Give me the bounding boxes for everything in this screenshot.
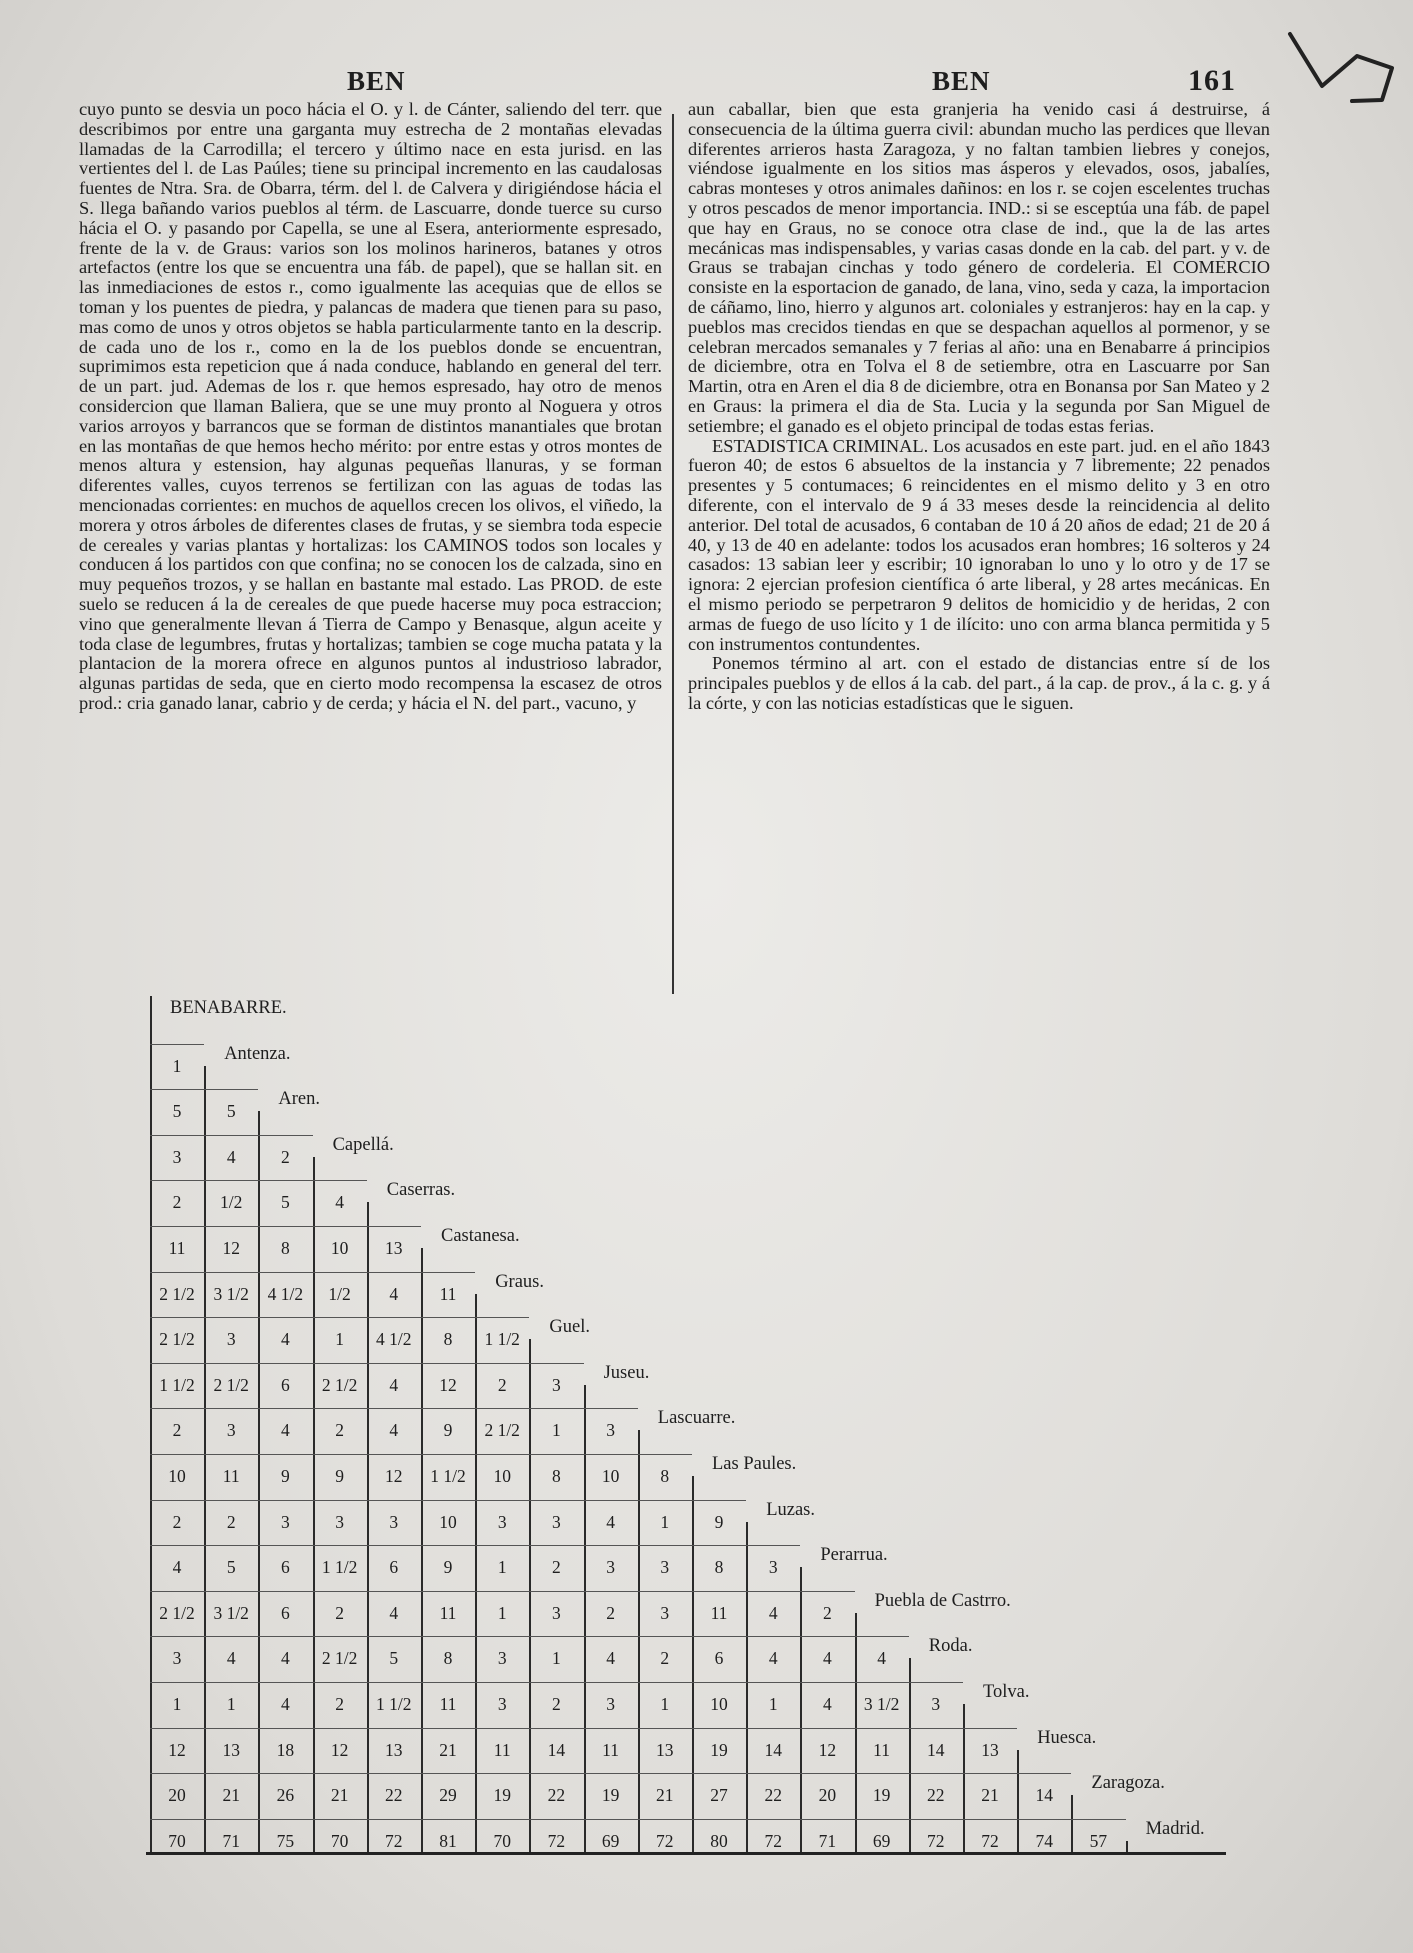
distance-cell: 75 — [276, 1830, 295, 1851]
distance-cell: 1/2 — [328, 1283, 351, 1304]
distance-cell: 1 1/2 — [484, 1329, 520, 1350]
distance-cell: 29 — [439, 1785, 457, 1806]
distance-cell: 10 — [601, 1466, 620, 1486]
distance-cell: 3 1/2 — [213, 1283, 249, 1304]
distance-cell: 2 — [172, 1192, 182, 1213]
distance-cell: 5 — [281, 1192, 290, 1213]
distance-cell: 4 — [606, 1648, 615, 1669]
place-name: BENABARRE. — [170, 998, 287, 1018]
place-name: Aren. — [278, 1089, 320, 1110]
table-vertical-rule — [1126, 1841, 1128, 1853]
distance-cell: 8 — [281, 1238, 290, 1258]
distance-cell: 5 — [389, 1648, 399, 1669]
place-name: Antenza. — [224, 1043, 291, 1064]
distance-cell: 1 — [335, 1329, 344, 1350]
place-name: Perarrua. — [820, 1545, 888, 1566]
distance-cell: 12 — [330, 1739, 349, 1760]
distance-cell: 9 — [443, 1420, 453, 1441]
table-vertical-rule — [800, 1567, 802, 1852]
distance-cell: 13 — [385, 1739, 403, 1760]
distance-cell: 12 — [818, 1739, 837, 1760]
table-vertical-rule — [909, 1658, 911, 1852]
distance-cell: 14 — [764, 1739, 782, 1760]
table-row-rule — [150, 1180, 367, 1181]
distance-cell: 22 — [764, 1785, 782, 1806]
left-column — [79, 100, 662, 714]
distance-cell: 1 1/2 — [376, 1694, 412, 1714]
table-row-rule — [150, 1044, 204, 1045]
place-name: Puebla de Castrro. — [874, 1590, 1011, 1611]
distance-cell: 72 — [764, 1830, 782, 1851]
distance-cell: 72 — [547, 1830, 566, 1851]
distance-cell: 2 — [335, 1420, 344, 1441]
distance-cell: 3 1/2 — [213, 1602, 249, 1623]
distance-cell: 22 — [927, 1785, 945, 1806]
distance-cell: 18 — [276, 1739, 295, 1760]
table-vertical-rule — [963, 1704, 965, 1852]
distance-cell: 6 — [281, 1602, 290, 1623]
distance-cell: 11 — [439, 1694, 457, 1714]
table-row-rule — [150, 1591, 855, 1592]
distance-table — [150, 996, 1225, 1851]
distance-cell: 2 — [823, 1602, 832, 1623]
distance-cell: 3 — [552, 1374, 561, 1395]
distance-cell: 72 — [981, 1830, 999, 1851]
distance-cell: 21 — [981, 1785, 999, 1806]
distance-cell: 4 — [389, 1602, 399, 1623]
distance-cell: 6 — [389, 1557, 399, 1578]
closing-paragraph: Ponemos término al art. con el estado de distancias entre sí de los principales pueblos y de ellos á la cab. del part., á la cap. de prov., á la c. g. y á la córte, y con las noticias estadísticas que le siguen. — [688, 653, 1270, 713]
table-vertical-rule — [150, 996, 152, 1852]
place-name: Madrid. — [1145, 1818, 1205, 1839]
distance-cell: 9 — [443, 1557, 453, 1578]
table-row-rule — [150, 1500, 746, 1501]
crime-statistics-paragraph: ESTADISTICA CRIMINAL. Los acusados en este part. jud. en el año 1843 fueron 40; de estos 6 absueltos de la instancia y 7 libremente; 22 penados presentes y 5 contumaces; 6 reincidentes en el mismo delito y 3 en otro diferente, con el intervalo de 9 á 33 meses desde la reincidencia al delito anterior. Del total de acusados, 6 contaban de 10 á 20 años de edad; 21 de 20 á 40, y 13 de 40 en adelante: todos los acusados eran hombres; 16 solteros y 24 casados: 13 sabian leer y escribir; 10 ignoraban lo uno y lo otro y de 17 se ignora: 2 ejercian profesion científica ó arte liberal, y 28 artes mecánicas. En el mismo periodo se perpetraron 9 delitos de homicidio y de heridas, 2 con armas de fuego de uso lícito y 1 de ilícito: uno con arma blanca permitida y 5 con instrumentos contundentes. — [688, 435, 1270, 654]
distance-cell: 72 — [927, 1830, 945, 1851]
distance-cell: 9 — [281, 1466, 290, 1486]
distance-cell: 2 — [335, 1602, 344, 1623]
distance-cell: 11 — [710, 1602, 728, 1623]
distance-cell: 12 — [168, 1739, 186, 1760]
table-vertical-rule — [638, 1430, 640, 1852]
table-vertical-rule — [367, 1202, 369, 1852]
distance-cell: 71 — [222, 1830, 240, 1851]
table-row-rule — [150, 1408, 638, 1409]
table-vertical-rule — [475, 1294, 477, 1853]
distance-cell: 3 — [497, 1511, 507, 1532]
distance-cell: 26 — [276, 1785, 295, 1806]
table-vertical-rule — [421, 1248, 423, 1852]
place-name: Las Paules. — [712, 1454, 797, 1474]
distance-cell: 5 — [226, 1557, 236, 1578]
distance-cell: 4 — [768, 1602, 778, 1623]
distance-cell: 57 — [1089, 1830, 1108, 1851]
table-row-rule — [150, 1454, 692, 1455]
distance-cell: 6 — [281, 1374, 290, 1395]
distance-cell: 3 — [335, 1511, 344, 1532]
distance-cell: 3 — [497, 1694, 507, 1714]
distance-cell: 3 — [768, 1557, 778, 1578]
distance-cell: 81 — [439, 1830, 457, 1851]
distance-cell: 9 — [714, 1511, 724, 1532]
column-divider — [672, 114, 674, 994]
place-name: Caserras. — [386, 1180, 456, 1201]
distance-cell: 4 — [281, 1420, 290, 1441]
distance-cell: 2 1/2 — [159, 1602, 195, 1623]
distance-cell: 19 — [710, 1739, 728, 1760]
distance-cell: 13 — [981, 1739, 999, 1760]
distance-cell: 72 — [656, 1830, 674, 1851]
distance-cell: 1 1/2 — [321, 1557, 358, 1578]
distance-cell: 10 — [330, 1238, 349, 1258]
distance-cell: 1 — [172, 1055, 182, 1076]
pencil-mark-icon — [1282, 26, 1402, 126]
distance-cell: 14 — [1035, 1785, 1053, 1806]
distance-cell: 20 — [168, 1785, 186, 1806]
distance-cell: 8 — [552, 1466, 561, 1486]
distance-cell: 27 — [710, 1785, 728, 1806]
distance-cell: 2 — [606, 1602, 615, 1623]
distance-cell: 1 — [660, 1694, 670, 1714]
distance-cell: 69 — [601, 1830, 620, 1851]
header-center: BEN — [932, 66, 991, 96]
table-row-rule — [150, 1682, 963, 1683]
distance-cell: 1 1/2 — [159, 1374, 195, 1395]
commerce-paragraph: aun caballar, bien que esta granjeria ha venido casi á destruirse, á consecuencia de la última guerra civil: abundan mucho las perdices que llevan diferentes arrieros hasta Zaragoza, y no faltan tambien liebres y conejos, viéndose igualmente en los sitios mas ásperos y elevados, osos, jabalíes, cabras monteses y otros animales dañinos: en los r. se cojen escelentes truchas y otros pescados de menor importancia. IND.: si se esceptúa una fáb. de papel que hay en Graus, no se conoce otra clase de ind., que la de las artes mecánicas mas indispensables, y varias casas donde en la cab. del part. y v. de Graus se trabajan cinchas y todo género de cordeleria. El COMERCIO consiste en la esportacion de ganado, de lana, vino, seda y caza, la importacion de cáñamo, lino, hierro y algunos art. coloniales y estranjeros: hay en la cap. y pueblos mas crecidos tiendas en que se despachan aquellos al pormenor, y se celebran mercados semanales y 7 ferias al año: una en Benabarre á principios de diciembre, otra en Tolva el 8 de setiembre, otra en Lascuarre por San Martin, otra en Aren el dia 8 de diciembre, otra en Bonansa por San Mateo y 2 en Graus: la primera el dia de Sta. Lucia y la segunda por San Miguel de setiembre; el ganado es el objeto principal de todas estas ferias. — [688, 99, 1270, 436]
distance-cell: 2 1/2 — [484, 1420, 520, 1441]
distance-cell: 5 — [226, 1101, 236, 1122]
place-name: Lascuarre. — [657, 1408, 736, 1429]
distance-cell: 2 — [552, 1694, 561, 1714]
distance-cell: 3 — [172, 1648, 182, 1669]
table-row-rule — [150, 1135, 313, 1136]
place-name: Castanesa. — [441, 1226, 520, 1246]
distance-cell: 2 1/2 — [159, 1283, 195, 1304]
distance-cell: 8 — [660, 1466, 670, 1486]
distance-cell: 1 — [172, 1694, 182, 1714]
distance-cell: 1 — [226, 1694, 236, 1714]
distance-cell: 13 — [656, 1739, 674, 1760]
distance-cell: 14 — [547, 1739, 566, 1760]
distance-cell: 21 — [330, 1785, 349, 1806]
distance-cell: 4 — [226, 1648, 236, 1669]
distance-cell: 11 — [439, 1602, 457, 1623]
distance-cell: 1 — [768, 1694, 778, 1714]
distance-cell: 13 — [385, 1238, 403, 1258]
distance-cell: 12 — [439, 1374, 457, 1395]
distance-cell: 2 — [172, 1511, 182, 1532]
distance-cell: 9 — [335, 1466, 344, 1486]
header-left: BEN — [347, 66, 406, 96]
distance-cell: 13 — [222, 1739, 240, 1760]
distance-cell: 4 — [172, 1557, 182, 1578]
distance-cell: 2 — [281, 1146, 290, 1167]
distance-cell: 5 — [172, 1101, 182, 1122]
distance-cell: 8 — [443, 1648, 453, 1669]
distance-cell: 1 — [552, 1420, 561, 1441]
table-bottom-rule — [146, 1852, 1226, 1855]
distance-cell: 2 1/2 — [213, 1374, 249, 1395]
distance-cell: 2 — [226, 1511, 236, 1532]
distance-cell: 11 — [168, 1238, 186, 1258]
page-number: 161 — [1188, 64, 1236, 97]
distance-cell: 4 — [606, 1511, 615, 1532]
distance-cell: 10 — [168, 1466, 186, 1486]
distance-cell: 4 — [389, 1374, 399, 1395]
distance-cell: 72 — [385, 1830, 403, 1851]
distance-cell: 71 — [818, 1830, 837, 1851]
distance-cell: 10 — [493, 1466, 511, 1486]
table-row-rule — [150, 1363, 584, 1364]
distance-cell: 2 1/2 — [321, 1648, 358, 1669]
distance-cell: 70 — [168, 1830, 186, 1851]
distance-cell: 3 — [552, 1511, 561, 1532]
distance-cell: 3 — [497, 1648, 507, 1669]
distance-cell: 3 — [552, 1602, 561, 1623]
table-row-rule — [150, 1272, 475, 1273]
distance-cell: 80 — [710, 1830, 728, 1851]
distance-cell: 3 1/2 — [863, 1694, 900, 1714]
table-row-rule — [150, 1226, 421, 1227]
table-row-rule — [150, 1773, 1071, 1774]
table-vertical-rule — [855, 1613, 857, 1853]
distance-cell: 4 1/2 — [267, 1283, 304, 1304]
distance-cell: 4 — [823, 1648, 832, 1669]
distance-cell: 70 — [493, 1830, 511, 1851]
place-name: Guel. — [549, 1317, 590, 1338]
distance-cell: 2 — [552, 1557, 561, 1578]
place-name: Graus. — [495, 1271, 544, 1292]
distance-cell: 19 — [493, 1785, 511, 1806]
distance-cell: 11 — [222, 1466, 240, 1486]
table-vertical-rule — [1017, 1750, 1019, 1853]
distance-cell: 6 — [281, 1557, 290, 1578]
distance-cell: 10 — [439, 1511, 457, 1532]
distance-cell: 8 — [443, 1329, 453, 1350]
distance-cell: 4 — [281, 1648, 290, 1669]
distance-cell: 4 — [768, 1648, 778, 1669]
table-row-rule — [150, 1636, 909, 1637]
distance-cell: 3 — [606, 1694, 615, 1714]
distance-cell: 3 — [660, 1602, 670, 1623]
distance-cell: 4 — [389, 1283, 399, 1304]
distance-cell: 22 — [547, 1785, 566, 1806]
distance-cell: 4 — [335, 1192, 344, 1213]
table-vertical-rule — [313, 1157, 315, 1853]
table-vertical-rule — [258, 1111, 260, 1852]
distance-cell: 2 — [660, 1648, 670, 1669]
distance-cell: 4 — [281, 1329, 290, 1350]
left-paragraph: cuyo punto se desvia un poco hácia el O. y l. de Cánter, saliendo del terr. que describimos por entre una garganta muy estrecha de 2 montañas elevadas llamadas de la Carrodilla; el tercero y último nace en esta jurisd. en las vertientes del l. de Las Paúles; tiene su principal incremento en las caudalosas fuentes de Ntra. Sra. de Obarra, térm. del l. de Calvera y dirigiéndose hácia el S. llega bañando varios pueblos al térm. de Lascuarre, donde tuerce su curso hácia el O. y pasando por Capella, se une al Esera, anteriormente espresado, frente de la v. de Graus: varios son los molinos harineros, batanes y otros artefactos (entre los que se encuentra una fáb. de papel), que se hallan sit. en las inmediaciones de estos r., como igualmente las acequias que de ellos se toman y los puentes de piedra, y palancas de madera que tienen para su paso, mas como de unos y otros objetos se habla particularmente tanto en la descrip. de cada uno de los r., como en la de los pueblos donde se encuentran, suprimimos esta repeticion que á nada conduce, hablando en general del terr. de un part. jud. Ademas de los r. que hemos espresado, hay otro de menos considercion que llaman Baliera, que se une muy pronto al Noguera y otros varios arroyos y barrancos que se forman de distintos manantiales que brotan en las montañas de que hemos hecho mérito: por entre estas y otros montes de menos altura y estension, hay algunas pequeñas llanuras, y se forman diferentes valles, cuyos terrenos se fertilizan con las aguas de todas las mencionadas corrientes: en muchos de aquellos crecen los olivos, el viñedo, la morera y otros árboles de diferentes clases de frutas, y se siembra toda especie de cereales y varias plantas y hortalizas: los CAMINOS todos son locales y conducen á los partidos con que confina; no se conocen los de calzada, sino en muy pequeños trozos, y se hallan en bastante mal estado. Las PROD. de este suelo se reducen á la de cereales de que puede hacerse muy poca estraccion; vino que generalmente llevan á Tierra de Campo y Benasque, algun aceite y toda clase de legumbres, frutas y hortalizas; tambien se coge mucha patata y la plantacion de la morera ofrece en algunos puntos al industrioso labrador, algunas partidas de seda, que en cierto modo recompensa la escasez de otros prod.: cria ganado lanar, cabrio y de cerda; y hácia el N. del part., vacuno, y — [79, 99, 662, 713]
distance-cell: 12 — [222, 1238, 240, 1258]
table-row-rule — [150, 1728, 1017, 1729]
distance-cell: 1 — [497, 1602, 507, 1623]
table-vertical-rule — [529, 1339, 531, 1852]
distance-cell: 2 1/2 — [321, 1374, 358, 1395]
distance-cell: 4 — [877, 1648, 886, 1669]
distance-cell: 3 — [931, 1694, 941, 1714]
distance-cell: 2 — [497, 1374, 507, 1395]
distance-cell: 14 — [927, 1739, 945, 1760]
right-column — [688, 100, 1270, 714]
distance-cell: 3 — [660, 1557, 670, 1578]
distance-cell: 1 1/2 — [430, 1466, 466, 1486]
distance-cell: 70 — [330, 1830, 349, 1851]
table-row-rule — [150, 1089, 258, 1090]
distance-cell: 8 — [714, 1557, 724, 1578]
distance-cell: 21 — [656, 1785, 674, 1806]
table-row-rule — [150, 1545, 800, 1546]
table-vertical-rule — [746, 1522, 748, 1853]
place-name: Tolva. — [983, 1682, 1030, 1702]
distance-cell: 10 — [710, 1694, 728, 1714]
distance-cell: 11 — [602, 1739, 620, 1760]
distance-cell: 3 — [606, 1420, 615, 1441]
distance-cell: 4 — [281, 1694, 290, 1714]
distance-cell: 4 — [226, 1146, 236, 1167]
table-row-rule — [150, 1819, 1126, 1820]
distance-cell: 2 1/2 — [159, 1329, 195, 1350]
distance-cell: 3 — [389, 1511, 399, 1532]
table-row-rule — [150, 1317, 529, 1318]
distance-cell: 6 — [714, 1648, 724, 1669]
place-name: Juseu. — [603, 1362, 650, 1383]
distance-cell: 11 — [873, 1739, 891, 1760]
distance-cell: 4 — [389, 1420, 399, 1441]
distance-cell: 3 — [226, 1420, 236, 1441]
distance-cell: 20 — [818, 1785, 837, 1806]
distance-cell: 2 — [335, 1694, 344, 1714]
distance-cell: 11 — [439, 1283, 457, 1304]
place-name: Huesca. — [1037, 1727, 1097, 1748]
place-name: Luzas. — [766, 1499, 815, 1520]
place-name: Zaragoza. — [1091, 1773, 1165, 1794]
distance-cell: 21 — [222, 1785, 240, 1806]
distance-cell: 22 — [385, 1785, 403, 1806]
distance-cell: 1 — [497, 1557, 507, 1578]
distance-cell: 19 — [601, 1785, 620, 1806]
place-name: Capellá. — [332, 1134, 394, 1155]
distance-cell: 3 — [172, 1146, 182, 1167]
distance-cell: 4 — [823, 1694, 832, 1714]
table-vertical-rule — [692, 1476, 694, 1852]
distance-cell: 74 — [1035, 1830, 1053, 1851]
distance-cell: 1 — [552, 1648, 561, 1669]
table-vertical-rule — [1071, 1795, 1073, 1852]
distance-cell: 11 — [493, 1739, 511, 1760]
distance-cell: 1 — [660, 1511, 670, 1532]
place-name: Roda. — [928, 1636, 973, 1657]
distance-cell: 4 1/2 — [376, 1329, 412, 1350]
table-vertical-rule — [204, 1066, 206, 1853]
distance-cell: 19 — [872, 1785, 891, 1806]
distance-cell: 3 — [606, 1557, 615, 1578]
distance-cell: 21 — [439, 1739, 457, 1760]
distance-cell: 12 — [385, 1466, 403, 1486]
distance-cell: 3 — [226, 1329, 236, 1350]
distance-cell: 1/2 — [220, 1192, 243, 1213]
distance-cell: 2 — [172, 1420, 182, 1441]
distance-cell: 3 — [281, 1511, 290, 1532]
distance-cell: 69 — [872, 1830, 891, 1851]
